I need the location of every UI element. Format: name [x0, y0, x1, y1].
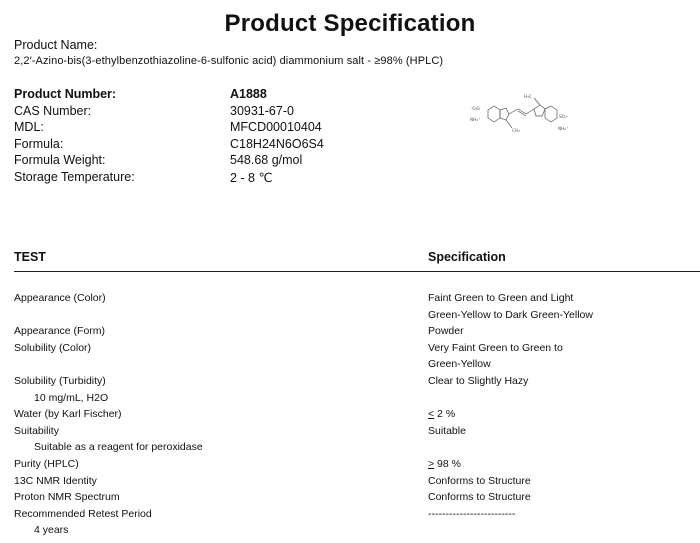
- benzene-ring-left: [488, 106, 500, 122]
- table-row: [0, 508, 700, 525]
- test-cell: Suitable as a reagent for peroxidase: [34, 441, 203, 454]
- test-cell: 4 years: [34, 524, 69, 537]
- chemical-structure-image: [468, 90, 580, 138]
- spec-cell: Green-Yellow: [428, 358, 491, 371]
- table-row: [0, 425, 700, 442]
- test-cell: Appearance (Form): [14, 325, 106, 338]
- thiazoline-ring-left: [500, 108, 509, 120]
- spec-cell: Green-Yellow to Dark Green-Yellow: [428, 308, 593, 321]
- spec-cell: [428, 458, 461, 470]
- azo-bond-right: [526, 109, 534, 114]
- property-value: 30931-67-0: [230, 103, 294, 118]
- table-row: [0, 325, 700, 342]
- table-row: [0, 309, 700, 326]
- spec-cell: [428, 408, 455, 420]
- spec-cell: Powder: [428, 325, 464, 338]
- test-cell: Solubility (Color): [14, 341, 92, 354]
- product-name: 2,2′-Azino-bis(3-ethylbenzothiazoline-6-sulfonic acid) diammonium salt - ≥98% (HPLC): [14, 55, 444, 67]
- table-row: [0, 441, 700, 458]
- table-row: [0, 375, 700, 392]
- greater-equal-symbol: >: [428, 457, 435, 470]
- thiazoline-ring-right: [534, 105, 545, 116]
- table-row: [0, 408, 700, 425]
- test-cell: Water (by Karl Fischer): [14, 408, 122, 421]
- specification-table: [0, 292, 700, 541]
- property-value: C18H24N6O6S4: [230, 136, 324, 151]
- property-label: Storage Temperature:: [14, 169, 135, 184]
- test-cell: Proton NMR Spectrum: [14, 491, 120, 504]
- table-row: [0, 392, 700, 409]
- property-label: Formula Weight:: [14, 153, 106, 167]
- table-row: [0, 358, 700, 375]
- ethyl-bond-top: [534, 98, 540, 105]
- property-value: 2 - 8 ℃: [230, 170, 273, 185]
- sulfonate-label-right: SO₃⁻: [559, 114, 569, 119]
- table-row: [0, 292, 700, 309]
- sulfonate-label-left: ⁻O₃S: [470, 106, 480, 111]
- property-label: Product Number:: [14, 87, 117, 101]
- spec-cell: Conforms to Structure: [428, 474, 531, 487]
- table-row: [0, 458, 700, 475]
- test-column-header: TEST: [14, 250, 46, 264]
- spec-cell: Very Faint Green to Green to: [428, 341, 563, 354]
- property-value: A1888: [230, 87, 267, 101]
- property-label: MDL:: [14, 120, 44, 134]
- benzene-ring-right: [545, 106, 557, 122]
- spec-cell: -------------------------: [428, 507, 516, 520]
- property-label: CAS Number:: [14, 103, 92, 118]
- azo-bond-left: [509, 109, 518, 114]
- ammonium-label-left: NH₄⁺: [470, 117, 481, 122]
- table-row: [0, 475, 700, 492]
- spec-value: 98 %: [434, 457, 461, 470]
- spec-value: 2 %: [434, 408, 456, 421]
- property-label: Formula:: [14, 136, 64, 151]
- table-row: [0, 491, 700, 508]
- page-title: Product Specification: [224, 10, 476, 37]
- table-row: [0, 342, 700, 359]
- less-equal-symbol: <: [428, 408, 435, 421]
- test-cell: Solubility (Turbidity): [14, 374, 106, 387]
- table-row: [0, 524, 700, 541]
- header-divider: [14, 271, 700, 272]
- ethyl-bond-bottom: [506, 120, 512, 128]
- test-cell: Appearance (Color): [14, 292, 106, 304]
- product-name-label: Product Name:: [14, 38, 98, 52]
- spec-cell: Clear to Slightly Hazy: [428, 374, 529, 387]
- test-cell: 10 mg/mL, H2O: [34, 391, 109, 404]
- methyl-label-bottom: CH₃: [512, 128, 520, 133]
- spec-cell: Suitable: [428, 424, 466, 437]
- ammonium-label-right: NH₄⁺: [558, 126, 569, 131]
- test-cell: Recommended Retest Period: [14, 507, 152, 520]
- spec-cell: Faint Green to Green and Light: [428, 292, 574, 304]
- property-value: MFCD00010404: [230, 120, 322, 134]
- test-cell: 13C NMR Identity: [14, 474, 97, 487]
- specification-column-header: Specification: [428, 250, 506, 264]
- test-cell: Suitability: [14, 424, 59, 437]
- property-value: 548.68 g/mol: [230, 153, 303, 167]
- methyl-label-top: H₃C: [524, 94, 532, 99]
- spec-cell: Conforms to Structure: [428, 491, 531, 504]
- test-cell: Purity (HPLC): [14, 457, 79, 470]
